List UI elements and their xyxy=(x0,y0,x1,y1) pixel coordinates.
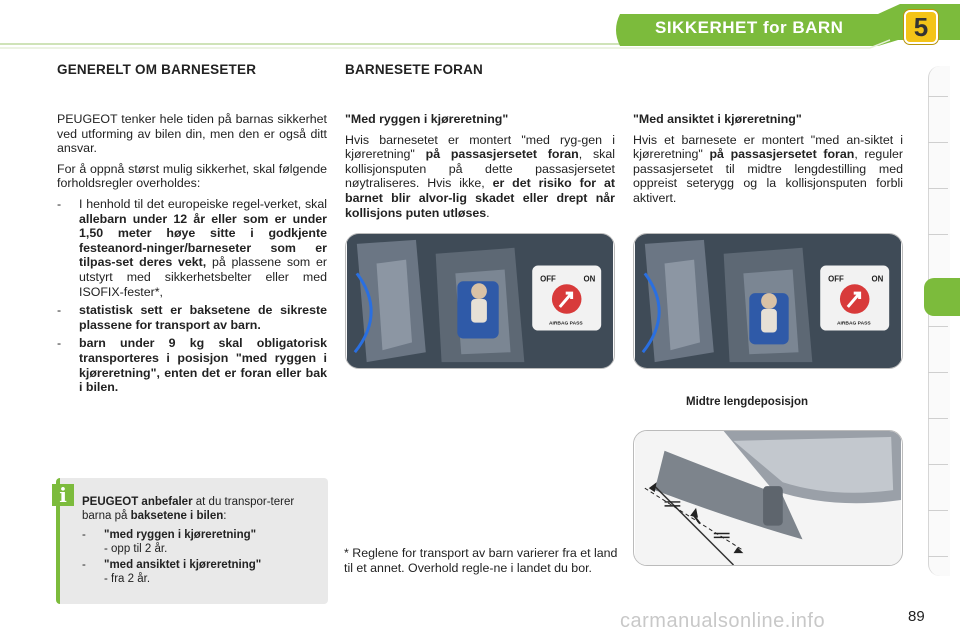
svg-text:ON: ON xyxy=(871,274,884,284)
page-number: 89 xyxy=(908,608,925,625)
list-item: - I henhold til det europeiske regel-verket, skal allebarn under 12 år eller som er under 1,50 meter høye sitte i godkjente festeanord-ninger/barneseter som er tilpas-set deres vekt, på plassene som er utstyrt med sikkerhetsbelter eller med ISOFIX-fester*, xyxy=(57,196,327,299)
info-text: PEUGEOT anbefaler at du transpor-terer barna på baksetene i bilen: - "med ryggen i kjøreretning" - opp til 2 år. - "med ansiktet i kjøreretning" - fra 2 år. xyxy=(82,496,322,589)
rear-facing-title: "Med ryggen i kjøreretning" xyxy=(345,112,509,126)
general-para-2: For å oppnå størst mulig sikkerhet, skal følgende forholdsregler overholdes: xyxy=(57,161,327,191)
seat-position-caption: Midtre lengdeposisjon xyxy=(686,396,809,408)
svg-text:ON: ON xyxy=(583,274,596,284)
general-para-1: PEUGEOT tenker hele tiden på barnas sikkerhet ved utforming av bilen din, men den er også ditt ansvar. xyxy=(57,112,327,156)
section-heading-front: BARNESETE FORAN xyxy=(345,62,484,77)
chapter-badge: 5 xyxy=(904,10,938,44)
svg-text:OFF: OFF xyxy=(828,274,844,284)
active-chapter-tab[interactable] xyxy=(924,278,960,316)
seat-position-diagram xyxy=(633,430,903,566)
forward-facing-seat-image xyxy=(633,233,903,369)
list-item: - statistisk sett er baksetene de sikreste plassene for transport av barn. xyxy=(57,303,327,332)
forward-facing-text: "Med ansiktet i kjøreretning" Hvis et barnesete er montert "med an-siktet i kjøreretning" på passasjersetet foran, reguler passasjersetet til midtre lengdestilling med oppreist seterygg og la kollisjonsputen forbli aktivert. xyxy=(633,112,903,205)
general-text xyxy=(57,112,327,399)
footnote: * Reglene for transport av barn varierer fra et land til et annet. Overhold regle-ne i landet du bor. xyxy=(344,546,618,575)
info-icon: i xyxy=(52,484,74,506)
side-tabs xyxy=(928,66,960,576)
watermark: carmanualsonline.info xyxy=(620,610,826,632)
list-item: - "med ansiktet i kjøreretning" - fra 2 år. xyxy=(82,559,262,585)
svg-text:AIRBAG PASS: AIRBAG PASS xyxy=(836,321,871,327)
forward-facing-title: "Med ansiktet i kjøreretning" xyxy=(633,112,802,126)
svg-text:AIRBAG PASS: AIRBAG PASS xyxy=(548,321,583,327)
rear-facing-seat-image xyxy=(345,233,615,369)
list-item: - "med ryggen i kjøreretning" - opp til 2 år. xyxy=(82,529,257,555)
page-title: SIKKERHET for BARN xyxy=(655,18,844,37)
rear-facing-text: "Med ryggen i kjøreretning" Hvis barnesetet er montert "med ryg-gen i kjøreretning" på passasjersetet foran, skal kollisjonsputen på dette passasjersetet nøytraliseres. Hvis ikke, er det risiko for at barnet blir alvor-lig skadet eller drept når kollisjons puten utløses. xyxy=(345,112,615,220)
list-item: - barn under 9 kg skal obligatorisk transporteres i posisjon "med ryggen i kjøreretning", enten det er foran eller bak i bilen. xyxy=(57,336,327,395)
svg-text:OFF: OFF xyxy=(540,274,556,284)
section-heading-general: GENERELT OM BARNESETER xyxy=(57,62,257,77)
